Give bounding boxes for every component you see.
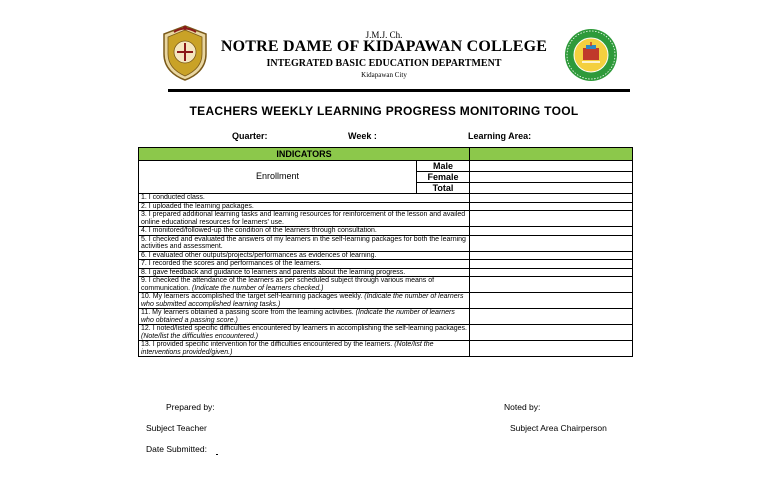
- indicator-text-cell: [139, 293, 470, 309]
- indicator-text-cell: [139, 325, 470, 341]
- indicator-text-cell: [139, 268, 470, 277]
- indicator-number: 1.: [141, 194, 147, 201]
- indicator-text: I gave feedback and guidance to learners and parents about the learning progress.: [148, 268, 406, 276]
- indicator-text: My learners obtained a passing score from the learning activities.: [152, 309, 354, 316]
- indicator-response-cell[interactable]: [470, 341, 633, 357]
- indicator-response-cell[interactable]: [470, 211, 633, 227]
- chairperson-label: Subject Area Chairperson: [510, 423, 607, 433]
- indicator-response-cell[interactable]: [470, 235, 633, 251]
- indicator-row: [139, 309, 633, 325]
- indicator-text-cell: [139, 341, 470, 357]
- indicator-text-cell: [139, 202, 470, 211]
- city-name: Kidapawan City: [361, 71, 407, 79]
- date-submitted-label: Date Submitted:: [146, 444, 207, 454]
- document-title: TEACHERS WEEKLY LEARNING PROGRESS MONITORING TOOL: [189, 104, 579, 118]
- indicator-number: 3.: [141, 211, 147, 218]
- total-value-cell[interactable]: [470, 183, 633, 194]
- indicator-response-cell[interactable]: [470, 309, 633, 325]
- indicator-text: I monitored/followed-up the condition of the learners through consultation.: [148, 227, 377, 234]
- subject-teacher-label: Subject Teacher: [146, 423, 207, 433]
- male-value-cell[interactable]: [470, 161, 633, 172]
- jmj-inscription: J.M.J. Ch.: [365, 30, 403, 40]
- indicator-response-cell[interactable]: [470, 293, 633, 309]
- indicator-row: [139, 227, 633, 236]
- indicator-row: [139, 211, 633, 227]
- indicator-text: I evaluated other outputs/projects/performances as evidences of learning.: [148, 251, 377, 259]
- indicator-row: [139, 260, 633, 269]
- indicator-response-cell[interactable]: [470, 202, 633, 211]
- table-header-row: [139, 148, 633, 161]
- indicator-number: 2.: [141, 202, 147, 210]
- week-label: Week :: [348, 131, 377, 141]
- indicator-number: 6.: [141, 251, 147, 259]
- college-name: NOTRE DAME OF KIDAPAWAN COLLEGE: [220, 38, 548, 55]
- prepared-by-label: Prepared by:: [166, 402, 215, 412]
- indicator-note: (Note/list the interventions provided/given.): [141, 341, 434, 356]
- indicator-text-cell: [139, 194, 470, 203]
- indicator-number: 7.: [141, 260, 147, 267]
- indicator-text: I provided specific intervention for the difficulties encountered by the learners.: [152, 341, 393, 348]
- female-label: Female: [417, 172, 470, 183]
- indicator-number: 4.: [141, 227, 147, 234]
- indicator-text: I checked the attendance of the learners as per scheduled subject through various means of communication.: [141, 277, 435, 292]
- indicator-row: [139, 194, 633, 203]
- indicator-number: 8.: [141, 268, 147, 276]
- indicator-note: (Note/list the difficulties encountered.): [141, 332, 259, 340]
- indicator-row: [139, 341, 633, 357]
- indicator-response-cell[interactable]: [470, 325, 633, 341]
- indicator-response-cell[interactable]: [470, 251, 633, 260]
- indicator-text: My learners accomplished the target self-learning packages weekly.: [152, 293, 363, 300]
- indicator-text: I uploaded the learning packages.: [148, 202, 254, 210]
- indicator-response-cell[interactable]: [470, 227, 633, 236]
- header-divider: [168, 89, 630, 92]
- indicator-text-cell: [139, 235, 470, 251]
- indicator-text: I checked and evaluated the answers of my learners in the self-learning packages for both the learning activities and assessment.: [141, 235, 466, 250]
- indicator-text: I prepared additional learning tasks and learning resources for reinforcement of the lesson and availed online educational resources for learners' use.: [141, 211, 466, 226]
- indicator-row: [139, 293, 633, 309]
- indicator-note: (Indicate the number of learners checked.): [191, 284, 324, 292]
- total-label: Total: [417, 183, 470, 194]
- indicator-number: 9.: [141, 277, 147, 284]
- indicator-text-cell: [139, 211, 470, 227]
- male-label: Male: [417, 161, 470, 172]
- indicator-note: (Indicate the number of learners who submitted accomplished learning tasks.): [141, 293, 464, 308]
- indicator-text: I recorded the scores and performances of the learners.: [148, 260, 322, 267]
- indicator-number: 11.: [141, 309, 151, 316]
- indicator-row: [139, 268, 633, 277]
- indicator-row: [139, 325, 633, 341]
- enrollment-label: Enrollment: [139, 161, 417, 194]
- indicator-text-cell: [139, 309, 470, 325]
- quarter-label: Quarter:: [232, 131, 268, 141]
- indicator-note: (Indicate the number of learners who obtained a passing score.): [141, 309, 455, 324]
- indicator-number: 13.: [141, 341, 151, 348]
- female-value-cell[interactable]: [470, 172, 633, 183]
- indicator-number: 5.: [141, 235, 147, 243]
- indicator-text: I conducted class.: [148, 194, 205, 201]
- noted-by-label: Noted by:: [504, 402, 541, 412]
- indicator-number: 12.: [141, 325, 151, 332]
- indicator-number: 10.: [141, 293, 151, 300]
- date-submitted-line[interactable]: [216, 454, 218, 455]
- indicator-row: [139, 277, 633, 293]
- indicator-row: [139, 202, 633, 211]
- indicator-text-cell: [139, 277, 470, 293]
- indicator-text-cell: [139, 260, 470, 269]
- indicator-response-cell[interactable]: [470, 260, 633, 269]
- indicator-response-cell[interactable]: [470, 277, 633, 293]
- indicator-response-cell[interactable]: [470, 194, 633, 203]
- indicator-row: [139, 251, 633, 260]
- indicator-text-cell: [139, 227, 470, 236]
- monitoring-table: [138, 147, 633, 357]
- indicator-response-cell[interactable]: [470, 268, 633, 277]
- learning-area-label: Learning Area:: [468, 131, 532, 141]
- indicator-row: [139, 235, 633, 251]
- indicator-text: I noted/listed specific difficulties encountered by learners in accomplishing the self-learning packages.: [152, 325, 467, 332]
- indicator-text-cell: [139, 251, 470, 260]
- indicators-header: INDICATORS: [139, 148, 470, 161]
- department-name: INTEGRATED BASIC EDUCATION DEPARTMENT: [266, 58, 502, 69]
- header-blank-cell: [470, 148, 633, 161]
